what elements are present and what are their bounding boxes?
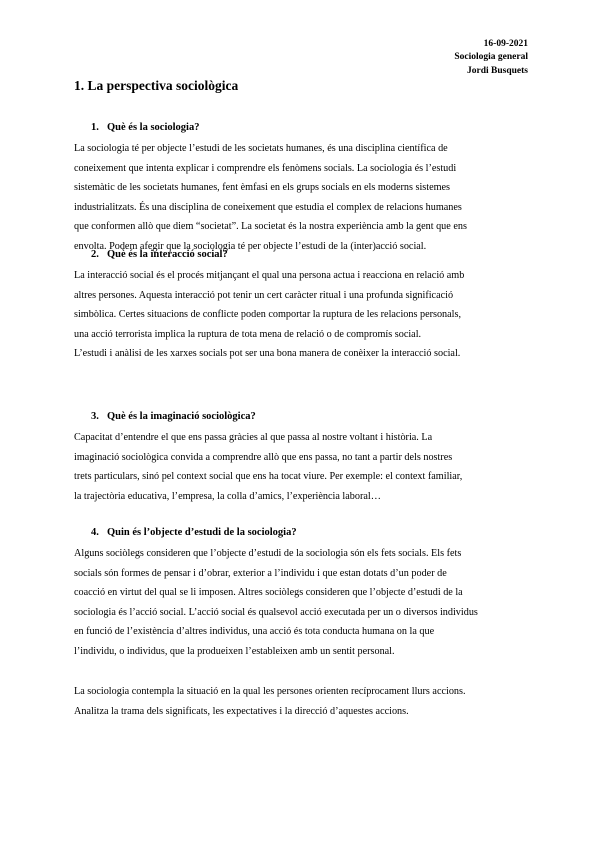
section-title: Què és la imaginació sociològica? — [107, 411, 256, 422]
text-line: la trajectòria educativa, l’empresa, la colla d’amics, l’experiència laboral… — [74, 490, 381, 502]
text-line: La interacció social és el procés mitjançant el qual una persona actua i reacciona en relació amb — [74, 270, 465, 281]
text-line: L’estudi i anàlisi de les xarxes socials pot ser una bona manera de conèixer la interacció social. — [74, 348, 461, 360]
text-line: una acció terrorista implica la ruptura de tota mena de relació o de compromís social. — [74, 328, 422, 340]
text-line: La sociologia té per objecte l’estudi de les societats humanes, és una disciplina científica de — [74, 143, 448, 154]
text-line: l’individu, o individus, que la produeixen l’estableixen amb un sentit personal. — [74, 645, 395, 657]
text-line: simbòlica. Certes situacions de conflicte poden comportar la ruptura de les relacions personals, — [74, 309, 462, 321]
section-number: 4. — [91, 527, 99, 538]
header-meta — [454, 38, 528, 78]
page-title: 1. La perspectiva sociològica — [74, 78, 239, 93]
section-2 — [74, 248, 528, 364]
section-3 — [74, 410, 528, 506]
text-line: Alguns sociòlegs consideren que l’objecte d’estudi de la sociologia són els fets socials. Els fets — [74, 548, 462, 559]
text-line: envolta. Podem afegir que la sociologia té per objecte l’estudi de la (inter)acció social. — [74, 240, 427, 252]
section-paragraph — [74, 544, 528, 662]
text-line: coneixement que intenta explicar i comprendre els fenòmens socials. La sociologia és l’estudi — [74, 162, 457, 174]
section-paragraph — [74, 139, 528, 257]
section-title: Què és la interacció social? — [107, 249, 228, 260]
text-line: Analitza la trama dels significats, les expectatives i la direcció d’aquestes accions. — [74, 705, 409, 717]
text-line: La sociologia contempla la situació en la qual les persones orienten recíprocament llurs accions. — [74, 686, 466, 697]
section-paragraph — [74, 266, 528, 364]
section-number: 2. — [91, 249, 99, 260]
closing-paragraph — [74, 682, 528, 721]
section-number: 3. — [91, 411, 99, 422]
text-line: que conformen allò que diem “societat”. La societat és la nostra experiència amb la gent que ens — [74, 221, 467, 233]
text-line: sociologia és l’acció social. L’acció social és qualsevol acció executada per un o diversos individus — [74, 606, 478, 618]
section-heading — [91, 526, 528, 540]
header-author: Jordi Busquets — [467, 65, 528, 76]
text-line: trets particulars, sinó pel context social que ens ha tocat viure. Per exemple: el context familiar, — [74, 471, 463, 483]
text-line: imaginació sociològica convida a comprendre allò que ens passa, no tant a partir dels nostres — [74, 451, 453, 463]
section-heading — [91, 410, 528, 424]
section-1 — [74, 121, 528, 257]
section-number: 1. — [91, 122, 99, 133]
header-date: 16-09-2021 — [483, 39, 528, 49]
text-line: sistemàtic de les societats humanes, fent èmfasi en els grups socials en els moderns sistemes — [74, 182, 450, 194]
section-title: Què és la sociologia? — [107, 122, 200, 133]
header-course: Sociologia general — [454, 52, 528, 63]
section-heading — [91, 248, 528, 262]
section-heading — [91, 121, 528, 135]
text-line: en funció de l’existència d’altres individus, una acció és tota conducta humana on la que — [74, 626, 435, 638]
closing-section — [74, 682, 528, 721]
text-line: Capacitat d’entendre el que ens passa gràcies al que passa al nostre voltant i història. La — [74, 432, 433, 443]
text-line: industrialitzats. És una disciplina de coneixement que estudia el complex de relacions humanes — [74, 201, 462, 213]
section-4 — [74, 526, 528, 662]
section-title: Quin és l’objecte d’estudi de la sociologia? — [107, 527, 297, 538]
text-line: altres persones. Aquesta interacció pot tenir un cert caràcter ritual i una profunda significació — [74, 289, 454, 301]
text-line: socials són formes de pensar i d’obrar, exterior a l’individu i que estan dotats d’un poder de — [74, 567, 447, 579]
section-paragraph — [74, 428, 528, 506]
text-line: coacció en virtut del qual se li imposen. Altres sociòlegs consideren que l’objecte d’estudi de la — [74, 587, 463, 599]
